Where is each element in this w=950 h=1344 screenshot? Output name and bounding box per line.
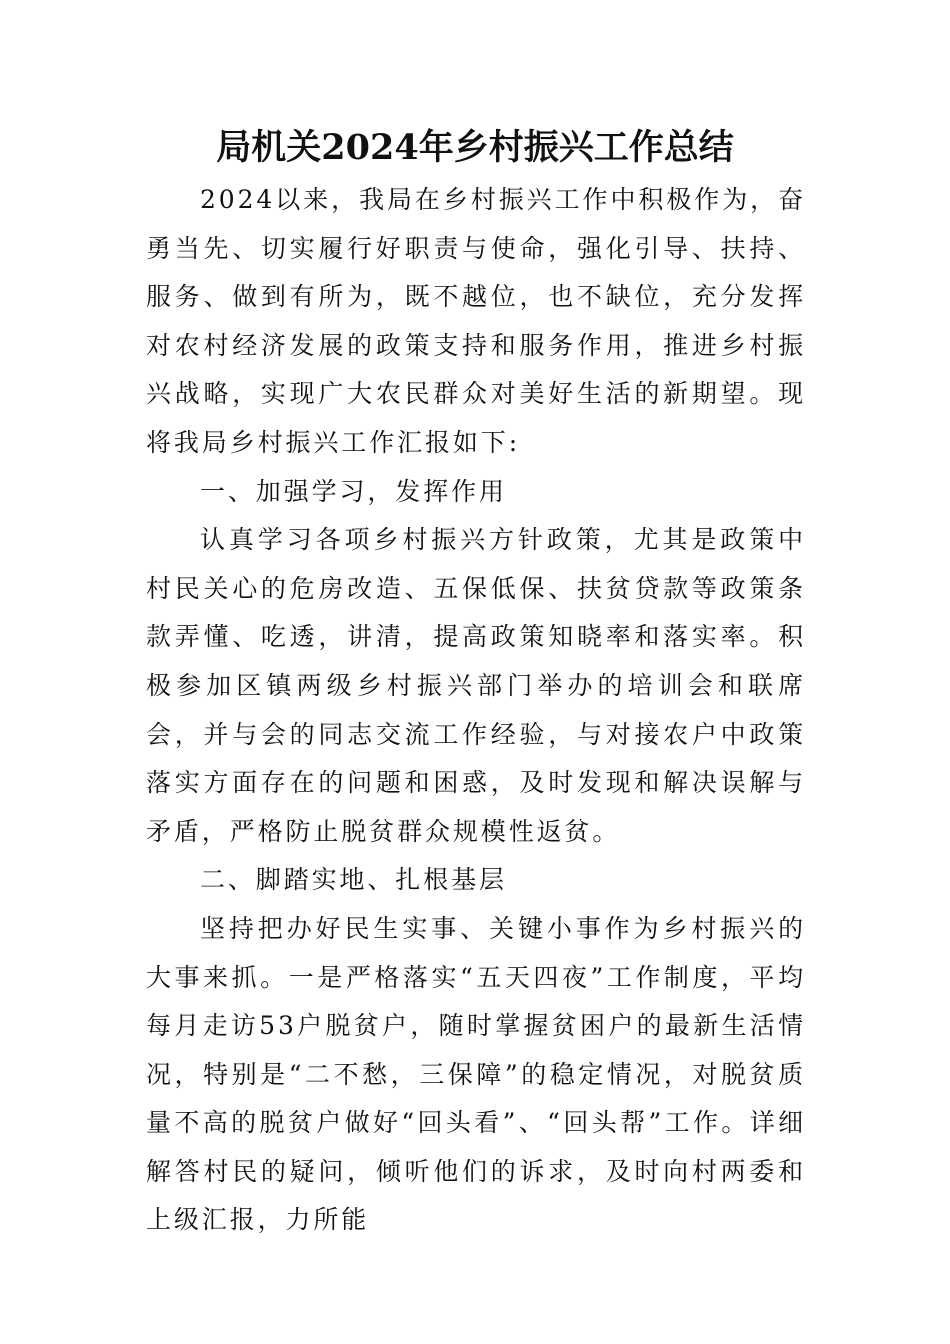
section-1-paragraph: 认真学习各项乡村振兴方针政策，尤其是政策中村民关心的危房改造、五保低保、扶贫贷款等政策条款弄懂、吃透，讲清，提高政策知晓率和落实率。积极参加区镇两级乡村振兴部门举办的培训会和联席会，并与会的同志交流工作经验，与对接农户中政策落实方面存在的问题和困惑，及时发现和解决误解与矛盾，严格防止脱贫群众规模性返贫。 xyxy=(146,525,806,846)
document-title: 局机关2024年乡村振兴工作总结 xyxy=(216,127,734,168)
intro-paragraph: 2024以来，我局在乡村振兴工作中积极作为，奋勇当先、切实履行好职责与使命，强化引导、扶持、服务、做到有所为，既不越位，也不缺位，充分发挥对农村经济发展的政策支持和服务作用，推进乡村振兴战略，实现广大农民群众对美好生活的新期望。现将我局乡村振兴工作汇报如下: xyxy=(146,185,806,457)
document-body xyxy=(146,176,806,1245)
section-2-paragraph: 坚持把办好民生实事、关键小事作为乡村振兴的大事来抓。一是严格落实“五天四夜”工作制度，平均每月走访53户脱贫户，随时掌握贫困户的最新生活情况，特别是“二不愁，三保障”的稳定情况，对脱贫质量不高的脱贫户做好“回头看”、“回头帮”工作。详细解答村民的疑问，倾听他们的诉求，及时向村两委和上级汇报，力所能 xyxy=(146,913,806,1235)
section-heading-2: 二、脚踏实地、扎根基层 xyxy=(200,865,507,895)
section-heading-1: 一、加强学习，发挥作用 xyxy=(200,476,507,506)
